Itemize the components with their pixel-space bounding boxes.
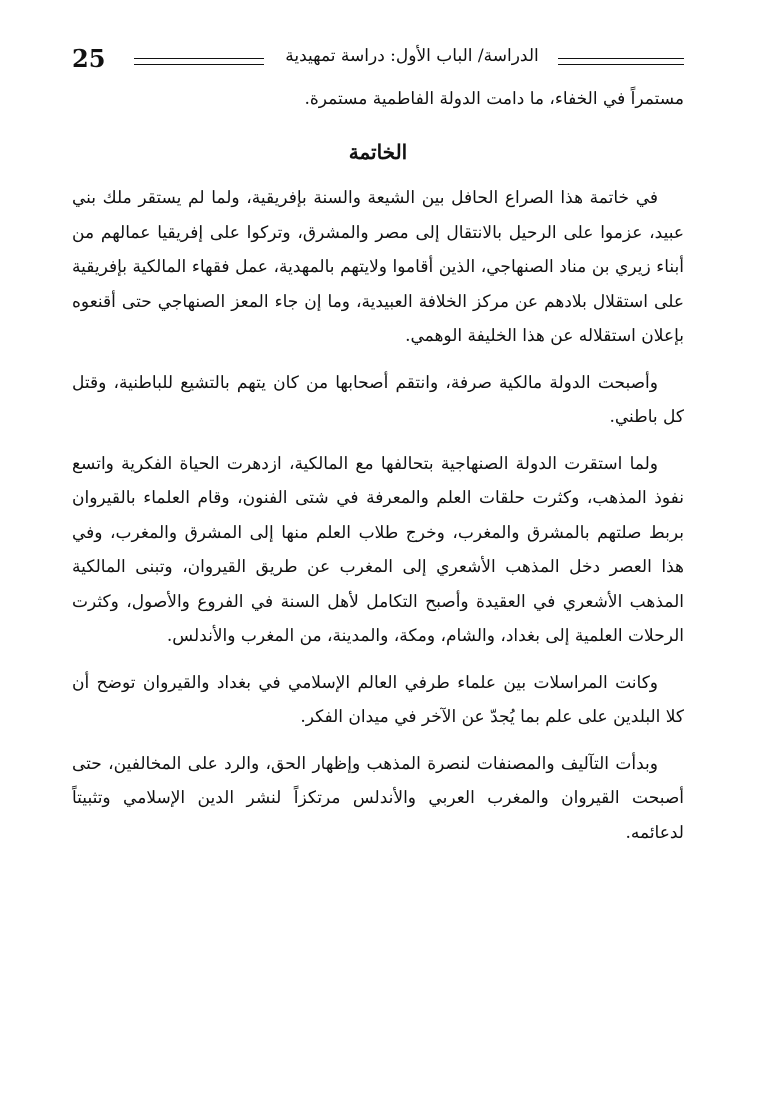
page-body xyxy=(72,82,684,850)
paragraph-5: وبدأت التآليف والمصنفات لنصرة المذهب وإظهار الحق، والرد على المخالفين، حتى أصبحت القيروان والمغرب العربي والأندلس مرتكزاً لنشر الدين الإسلامي وتثبيتاً لدعائمه. xyxy=(72,753,684,843)
paragraph-2: وأصبحت الدولة مالكية صرفة، وانتقم أصحابها من كان يتهم بالتشيع للباطنية، وقتل كل باطني. xyxy=(72,372,684,427)
continuation-text: مستمراً في الخفاء، ما دامت الدولة الفاطمية مستمرة. xyxy=(304,89,684,109)
paragraph-1: في خاتمة هذا الصراع الحافل بين الشيعة والسنة بإفريقية، ولما لم يستقر ملك بني عبيد، عزموا على الرحيل بالانتقال إلى مصر والمشرق، وتركوا على إفريقيا عمالهم من أبناء زيري بن مناد الصنهاجي، الذين أقاموا ولايتهم بالمهدية، عمل فقهاء المالكية بإفريقية على استقلال بلادهم عن مركز الخلافة العبيدية، وما إن جاء المعز الصنهاجي حتى أقنعوه بإعلان استقلاله عن هذا الخليفة الوهمي. xyxy=(72,188,684,346)
section-title: الخاتمة xyxy=(348,139,408,164)
page-header xyxy=(72,46,684,76)
running-title: الدراسة/ الباب الأول: دراسة تمهيدية xyxy=(285,46,539,66)
header-rule-right xyxy=(558,58,684,65)
header-rule-left xyxy=(134,58,264,65)
paragraph-4: وكانت المراسلات بين علماء طرفي العالم الإسلامي في بغداد والقيروان توضح أن كلا البلدين على علم بما يُجدّ عن الآخر في ميدان الفكر. xyxy=(72,672,684,727)
page-number: 25 xyxy=(72,44,106,73)
paragraph-3: ولما استقرت الدولة الصنهاجية بتحالفها مع المالكية، ازدهرت الحياة الفكرية واتسع نفوذ المذهب، وكثرت حلقات العلم والمعرفة في شتى الفنون، وقام العلماء بالقيروان بربط صلتهم بالمشرق والمغرب، وخرج طلاب العلم منها إلى المشرق والمغرب، وفي هذا العصر دخل المذهب الأشعري إلى المغرب عن طريق القيروان، وتبنى المالكية المذهب الأشعري في العقيدة وأصبح التكامل لأهل السنة في الفروع والأصول، وكثرت الرحلات العلمية إلى بغداد، والشام، ومكة، والمدينة، من المغرب والأندلس. xyxy=(72,453,684,646)
